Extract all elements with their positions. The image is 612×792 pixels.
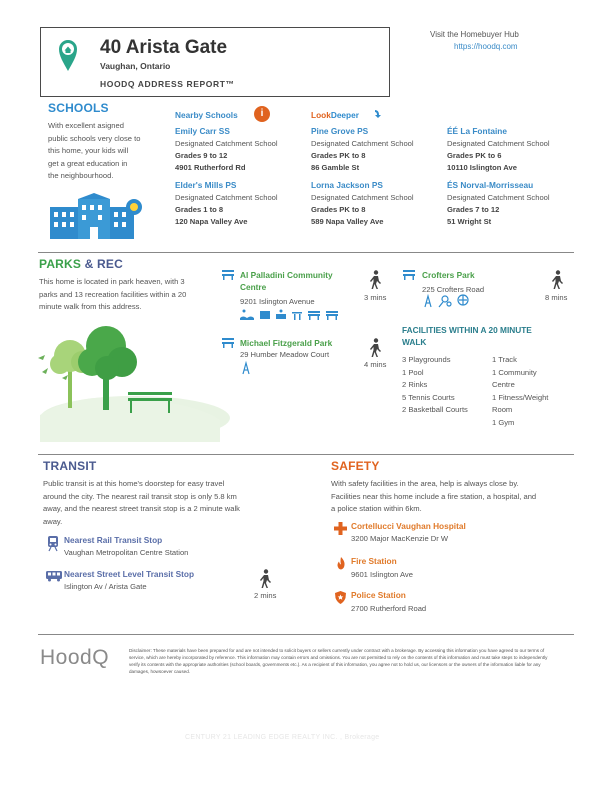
park-item: Crofters Park 225 Crofters Road bbox=[422, 269, 542, 297]
school-name: Emily Carr SS bbox=[175, 126, 230, 136]
divider bbox=[38, 252, 574, 253]
street-transit-name: Islington Av / Arista Gate bbox=[64, 582, 147, 591]
school-name: Lorna Jackson PS bbox=[311, 180, 383, 190]
brokerage-watermark: CENTURY 21 LEADING EDGE REALTY INC. , Brokerage bbox=[185, 734, 380, 741]
walking-icon bbox=[259, 569, 273, 589]
school-card: Pine Grove PS Designated Catchment School Grades PK to 8 86 Gamble St bbox=[311, 126, 414, 172]
safety-name: Police Station bbox=[351, 590, 406, 600]
facilities-title: FACILITIES WITHIN A 20 MINUTE WALK bbox=[402, 325, 532, 347]
safety-name: Fire Station bbox=[351, 556, 397, 566]
school-name: ÉÉ La Fontaine bbox=[447, 126, 507, 136]
walk-time: 8 mins bbox=[545, 293, 568, 302]
school-card: Emily Carr SS Designated Catchment School Grades 9 to 12 4901 Rutherford Rd bbox=[175, 126, 278, 172]
city-label: Vaughan, Ontario bbox=[100, 61, 171, 71]
disclaimer: Disclaimer: These materials have been prepared for and are not intended to solicit buyers or sellers currently under contract with a brokerage. By accessing this information you have agreed to our terms of service, which are hereby incorporated by reference. This information may contain errors and omissions. You are not permitted to rely on the contents of this information and must take steps to independently verify its contents with the appropriate authorities (school boards, governments etc.). As a recipient of this information, you agree not to hold us, our licensors or the owners of the information liable for any damages, howsoever caused. bbox=[129, 648, 548, 674]
location-pin-icon bbox=[58, 38, 78, 72]
park-illustration bbox=[40, 320, 220, 442]
park-name: Crofters Park bbox=[422, 270, 475, 280]
facility-icons bbox=[240, 309, 344, 321]
walking-icon bbox=[369, 270, 383, 290]
homebuyer-hub-link[interactable]: https://hoodq.com bbox=[454, 42, 518, 51]
arrow-down-icon bbox=[373, 109, 383, 119]
hoodq-logo: HoodQ bbox=[40, 646, 110, 669]
bench-icon bbox=[222, 338, 234, 348]
facilities-list: 3 Playgrounds 1 Pool 2 Rinks 5 Tennis Courts 2 Basketball Courts bbox=[402, 355, 468, 414]
nearby-schools-label: Nearby Schools bbox=[175, 110, 238, 120]
rail-transit-name: Vaughan Metropolitan Centre Station bbox=[64, 548, 189, 557]
transit-intro: Public transit is at this home's doorstep for easy travel around the city. The nearest rail transit stop is only 5.8 km away, and the nearest street transit stop is a 2 minute walk away. bbox=[43, 479, 240, 526]
school-building-icon bbox=[50, 193, 148, 241]
school-name: Elder's Mills PS bbox=[175, 180, 237, 190]
safety-title: SAFETY bbox=[331, 459, 380, 473]
safety-intro: With safety facilities in the area, help is always close by. Facilities near this home include a fire station, a hospital, and a police station within 6km. bbox=[331, 479, 537, 513]
bench-icon bbox=[222, 270, 234, 280]
school-card: ÉÉ La Fontaine Designated Catchment School Grades PK to 6 10110 Islington Ave bbox=[447, 126, 550, 172]
transit-title: TRANSIT bbox=[43, 459, 97, 473]
divider bbox=[38, 454, 574, 455]
safety-name: Cortellucci Vaughan Hospital bbox=[351, 521, 466, 531]
school-card: ÉS Norval-Morrisseau Designated Catchment School Grades 7 to 12 51 Wright St bbox=[447, 180, 550, 226]
park-item: Al Palladini Community Centre 9201 Islington Avenue bbox=[240, 269, 360, 309]
safety-address: 2700 Rutherford Road bbox=[351, 604, 427, 613]
school-card: Lorna Jackson PS Designated Catchment School Grades PK to 8 589 Napa Valley Ave bbox=[311, 180, 414, 226]
safety-address: 9601 Islington Ave bbox=[351, 570, 413, 579]
homebuyer-hub-text: Visit the Homebuyer Hub bbox=[430, 30, 519, 39]
parks-title: PARKS & REC bbox=[39, 257, 123, 271]
park-name: Al Palladini Community bbox=[240, 270, 333, 280]
safety-address: 3200 Major MacKenzie Dr W bbox=[351, 534, 449, 543]
street-transit-label: Nearest Street Level Transit Stop bbox=[64, 569, 195, 579]
school-card: Elder's Mills PS Designated Catchment School Grades 1 to 8 120 Napa Valley Ave bbox=[175, 180, 278, 226]
school-name: Pine Grove PS bbox=[311, 126, 369, 136]
lookdeeper-label[interactable]: LookDeeper bbox=[311, 110, 359, 120]
walk-time: 4 mins bbox=[364, 360, 387, 369]
walk-time: 2 mins bbox=[254, 591, 277, 600]
playground-icon bbox=[241, 362, 251, 375]
facility-icons bbox=[423, 295, 473, 308]
school-name: ÉS Norval-Morrisseau bbox=[447, 180, 534, 190]
walking-icon bbox=[551, 270, 565, 290]
address-title: 40 Arista Gate bbox=[100, 37, 228, 58]
rail-transit-label: Nearest Rail Transit Stop bbox=[64, 535, 163, 545]
police-shield-icon bbox=[335, 591, 346, 604]
bus-icon bbox=[46, 571, 62, 582]
train-icon bbox=[47, 536, 59, 551]
divider bbox=[38, 634, 574, 635]
info-icon[interactable]: i bbox=[254, 106, 270, 122]
park-name: Michael Fitzgerald Park bbox=[240, 338, 333, 348]
report-title: HOODQ ADDRESS REPORT™ bbox=[100, 79, 235, 89]
facilities-list: 1 Track 1 Community Centre 1 Fitness/Weight Room 1 Gym bbox=[492, 355, 549, 427]
walk-time: 3 mins bbox=[364, 293, 387, 302]
fire-icon bbox=[336, 557, 346, 570]
schools-intro: With excellent asigned public schools very close to this home, your kids will get a great education in the neighbourhood. bbox=[48, 121, 141, 180]
bench-icon bbox=[403, 270, 415, 280]
parks-intro: This home is located in park heaven, with 3 parks and 13 recreation facilities within a 20 minute walk from this address. bbox=[39, 277, 187, 311]
hospital-icon bbox=[334, 522, 347, 535]
schools-title: SCHOOLS bbox=[48, 101, 109, 115]
park-item: Michael Fitzgerald Park 29 Humber Meadow Court bbox=[240, 337, 360, 362]
walking-icon bbox=[369, 338, 383, 358]
